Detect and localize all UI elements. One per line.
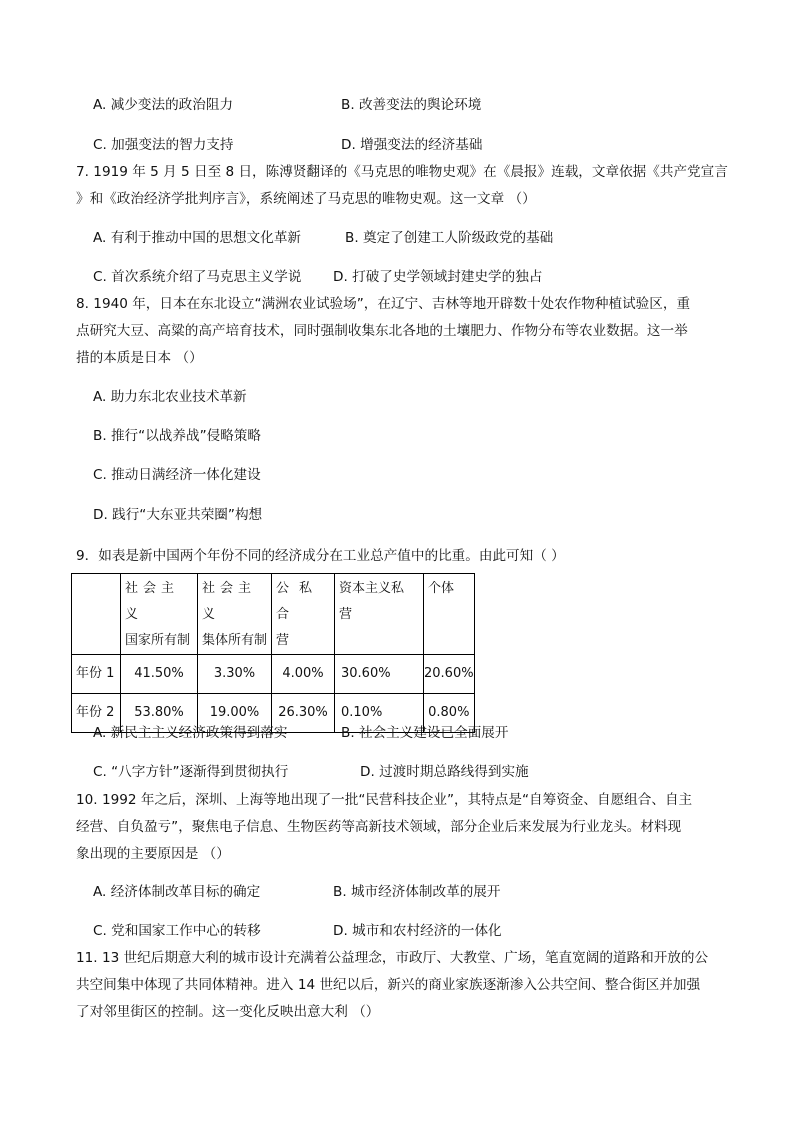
q9-stem-line1: 9．如表是新中国两个年份不同的经济成分在工业总产值中的比重。由此可知（ ） [76, 548, 565, 564]
table-cell: 30.60% [335, 655, 424, 694]
q7-option-d: D. 打破了史学领域封建史学的独占 [333, 269, 543, 285]
q6-option-b: B. 改善变法的舆论环境 [341, 97, 482, 113]
economic-share-table [71, 573, 475, 733]
q8-stem-line1: 8. 1940 年，日本在东北设立“满洲农业试验场”，在辽宁、吉林等地开辟数十处农作物种植试验区，重 [76, 296, 691, 312]
q8-stem-line3: 措的本质是日本 （） [76, 350, 203, 366]
q8-option-a: A. 助力东北农业技术革新 [93, 389, 247, 405]
header-text: 集体所有制 [202, 633, 268, 648]
table-cell: 20.60% [424, 655, 475, 694]
table-cell: 41.50% [121, 655, 198, 694]
q9-option-c: C. “八字方针”逐渐得到贯彻执行 [93, 764, 289, 780]
table-header-cell [424, 574, 475, 655]
table-corner-cell [72, 574, 121, 655]
q6-option-d: D. 增强变法的经济基础 [341, 137, 483, 153]
q10-stem-line1: 10. 1992 年之后，深圳、上海等地出现了一批“民营科技企业”，其特点是“自筹资金、自愿组合、自主 [76, 792, 693, 808]
header-text: 资本主义私 [339, 581, 405, 596]
q7-stem-line1: 7. 1919 年 5 月 5 日至 8 日，陈溥贤翻译的《马克思的唯物史观》在《晨报》连载，文章依据《共产党宣言 [76, 164, 728, 180]
table-header-cell [121, 574, 198, 655]
header-text: 个体 [428, 581, 455, 596]
table-header-cell [198, 574, 272, 655]
q11-stem-line2: 共空间集中体现了共同体精神。进入 14 世纪以后，新兴的商业家族逐渐渗入公共空间、整合街区并加强 [76, 977, 701, 993]
header-text: 营 [276, 633, 290, 648]
q10-option-b: B. 城市经济体制改革的展开 [333, 884, 501, 900]
q8-option-c: C. 推动日满经济一体化建设 [93, 467, 261, 483]
q10-option-c: C. 党和国家工作中心的转移 [93, 923, 261, 939]
q9-option-d: D. 过渡时期总路线得到实施 [360, 764, 529, 780]
q7-option-a: A. 有利于推动中国的思想文化革新 [93, 230, 302, 246]
q8-stem-line2: 点研究大豆、高粱的高产培育技术，同时强制收集东北各地的土壤肥力、作物分布等农业数据。这一举 [76, 323, 688, 339]
header-text: 社会主义 [125, 581, 180, 622]
q10-stem-line3: 象出现的主要原因是 （） [76, 846, 230, 862]
header-text: 公私合 [276, 581, 323, 622]
q8-option-b: B. 推行“以战养战”侵略策略 [93, 428, 261, 444]
table-cell: 0.80% [424, 694, 475, 733]
q11-stem-line1: 11. 13 世纪后期意大利的城市设计充满着公益理念，市政厅、大教堂、广场，笔直宽阔的道路和开放的公 [76, 950, 709, 966]
q7-option-c: C. 首次系统介绍了马克思主义学说 [93, 269, 302, 285]
header-text: 社会主义 [202, 581, 257, 622]
q11-stem-line3: 了对邻里街区的控制。这一变化反映出意大利 （） [76, 1004, 380, 1020]
q6-option-c: C. 加强变法的智力支持 [93, 137, 234, 153]
table-cell: 4.00% [272, 655, 335, 694]
table-row [72, 655, 475, 694]
table-header-row [72, 574, 475, 655]
q7-stem-line2: 》和《政治经济学批判序言》，系统阐述了马克思的唯物史观。这一文章 （） [76, 191, 536, 207]
q10-option-a: A. 经济体制改革目标的确定 [93, 884, 261, 900]
q7-option-b: B. 奠定了创建工人阶级政党的基础 [345, 230, 554, 246]
table-cell: 26.30% [272, 694, 335, 733]
table-header-cell [272, 574, 335, 655]
row-label: 年份 1 [72, 655, 121, 694]
q9-option-b: B. 社会主义建设已全面展开 [341, 725, 509, 741]
q10-option-d: D. 城市和农村经济的一体化 [333, 923, 502, 939]
table-cell: 19.00% [198, 694, 272, 733]
header-text: 国家所有制 [125, 633, 191, 648]
table-cell: 0.10% [335, 694, 424, 733]
q9-option-a: A. 新民主主义经济政策得到落实 [93, 725, 288, 741]
header-text: 营 [339, 607, 353, 622]
q8-option-d: D. 践行“大东亚共荣圈”构想 [93, 507, 263, 523]
row-label: 年份 2 [72, 694, 121, 733]
table-header-cell [335, 574, 424, 655]
table-cell: 53.80% [121, 694, 198, 733]
table-cell: 3.30% [198, 655, 272, 694]
q10-stem-line2: 经营、自负盈亏”，聚焦电子信息、生物医药等高新技术领域，部分企业后来发展为行业龙头。材料现 [76, 819, 682, 835]
q6-option-a: A. 减少变法的政治阻力 [93, 97, 234, 113]
